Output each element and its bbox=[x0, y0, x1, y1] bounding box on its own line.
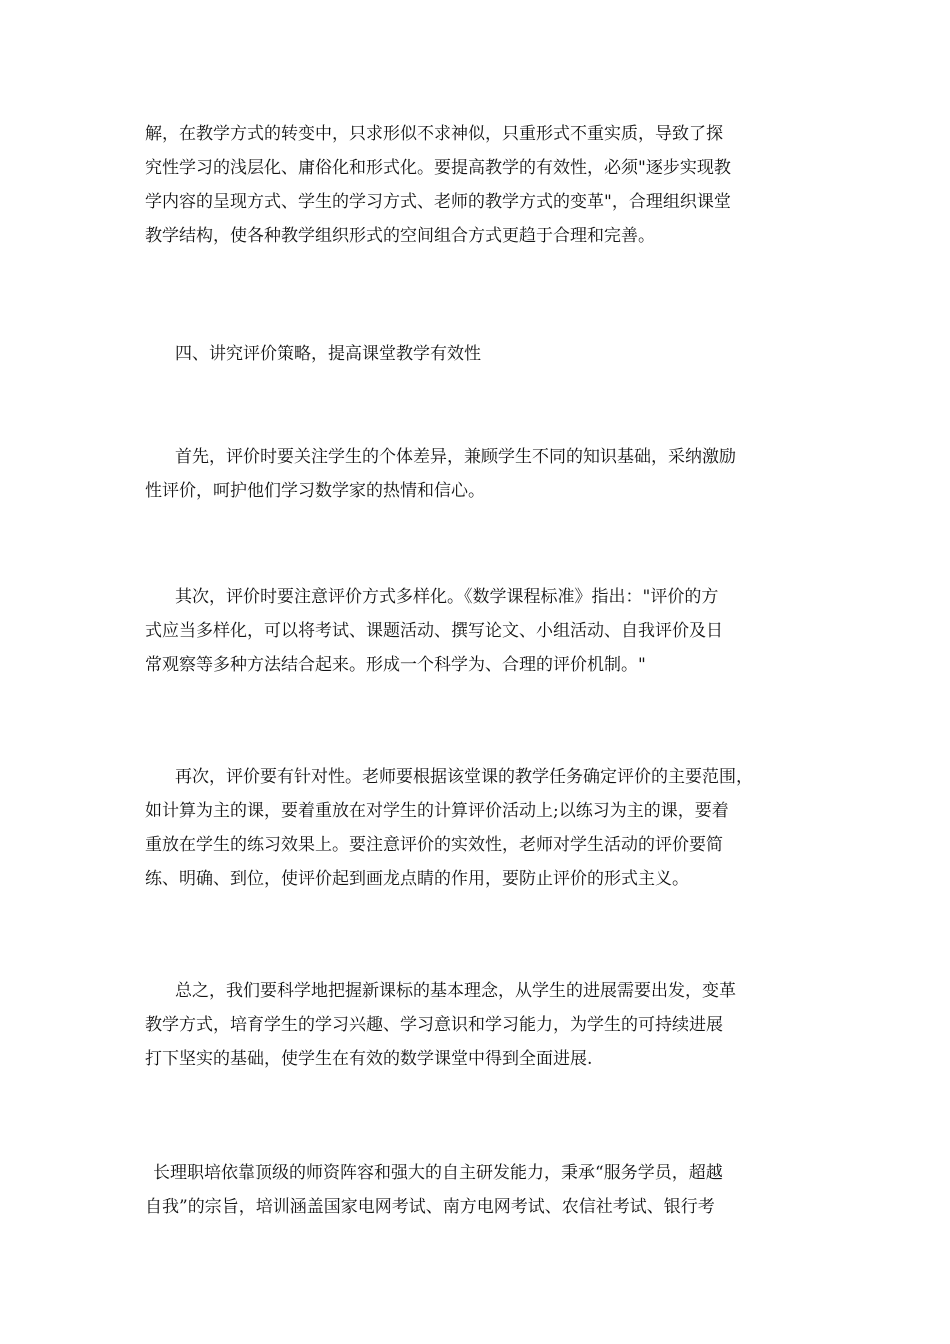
text-line: 自我”的宗旨，培训涵盖国家电网考试、南方电网考试、农信社考试、银行考 bbox=[145, 1197, 715, 1217]
paragraph-first bbox=[145, 440, 817, 508]
paragraph-teaching-methods-continued bbox=[145, 117, 817, 253]
text-line: 如计算为主的课，要着重放在对学生的计算评价活动上;以练习为主的课，要着 bbox=[145, 801, 729, 821]
text-line: 再次，评价要有针对性。老师要根据该堂课的教学任务确定评价的主要范围， bbox=[175, 767, 753, 787]
text-line: 重放在学生的练习效果上。要注意评价的实效性，老师对学生活动的评价要简 bbox=[145, 835, 723, 855]
paragraph-promotion bbox=[145, 1156, 817, 1224]
text-line: 打下坚实的基础，使学生在有效的数学课堂中得到全面进展. bbox=[145, 1049, 593, 1069]
paragraph-third bbox=[145, 760, 817, 896]
text-line: 究性学习的浅层化、庸俗化和形式化。要提高教学的有效性，必须"逐步实现教 bbox=[145, 158, 731, 178]
text-line: 常观察等多种方法结合起来。形成一个科学为、合理的评价机制。" bbox=[145, 655, 646, 675]
text-line: 解，在教学方式的转变中，只求形似不求神似，只重形式不重实质，导致了探 bbox=[145, 124, 723, 144]
text-line: 首先，评价时要关注学生的个体差异，兼顾学生不同的知识基础，采纳激励 bbox=[175, 447, 736, 467]
text-line: 教学结构，使各种教学组织形式的空间组合方式更趋于合理和完善。 bbox=[145, 226, 655, 246]
text-line: 学内容的呈现方式、学生的学习方式、老师的教学方式的变革"，合理组织课堂 bbox=[145, 192, 731, 212]
text-line: 长理职培依靠顶级的师资阵容和强大的自主研发能力，秉承“服务学员，超越 bbox=[153, 1163, 723, 1183]
paragraph-conclusion bbox=[145, 974, 817, 1076]
text-line: 练、明确、到位，使评价起到画龙点睛的作用，要防止评价的形式主义。 bbox=[145, 869, 689, 889]
text-line: 性评价，呵护他们学习数学家的热情和信心。 bbox=[145, 481, 485, 501]
text-line: 式应当多样化，可以将考试、课题活动、撰写论文、小组活动、自我评价及日 bbox=[145, 621, 723, 641]
section-heading-evaluation-strategy bbox=[145, 337, 817, 371]
text-line: 其次，评价时要注意评价方式多样化。《数学课程标准》指出："评价的方 bbox=[175, 587, 719, 607]
paragraph-second bbox=[145, 580, 817, 682]
text-line: 总之，我们要科学地把握新课标的基本理念，从学生的进展需要出发，变革 bbox=[175, 981, 736, 1001]
heading-line: 四、讲究评价策略，提高课堂教学有效性 bbox=[175, 344, 481, 364]
text-line: 教学方式，培育学生的学习兴趣、学习意识和学习能力，为学生的可持续进展 bbox=[145, 1015, 723, 1035]
